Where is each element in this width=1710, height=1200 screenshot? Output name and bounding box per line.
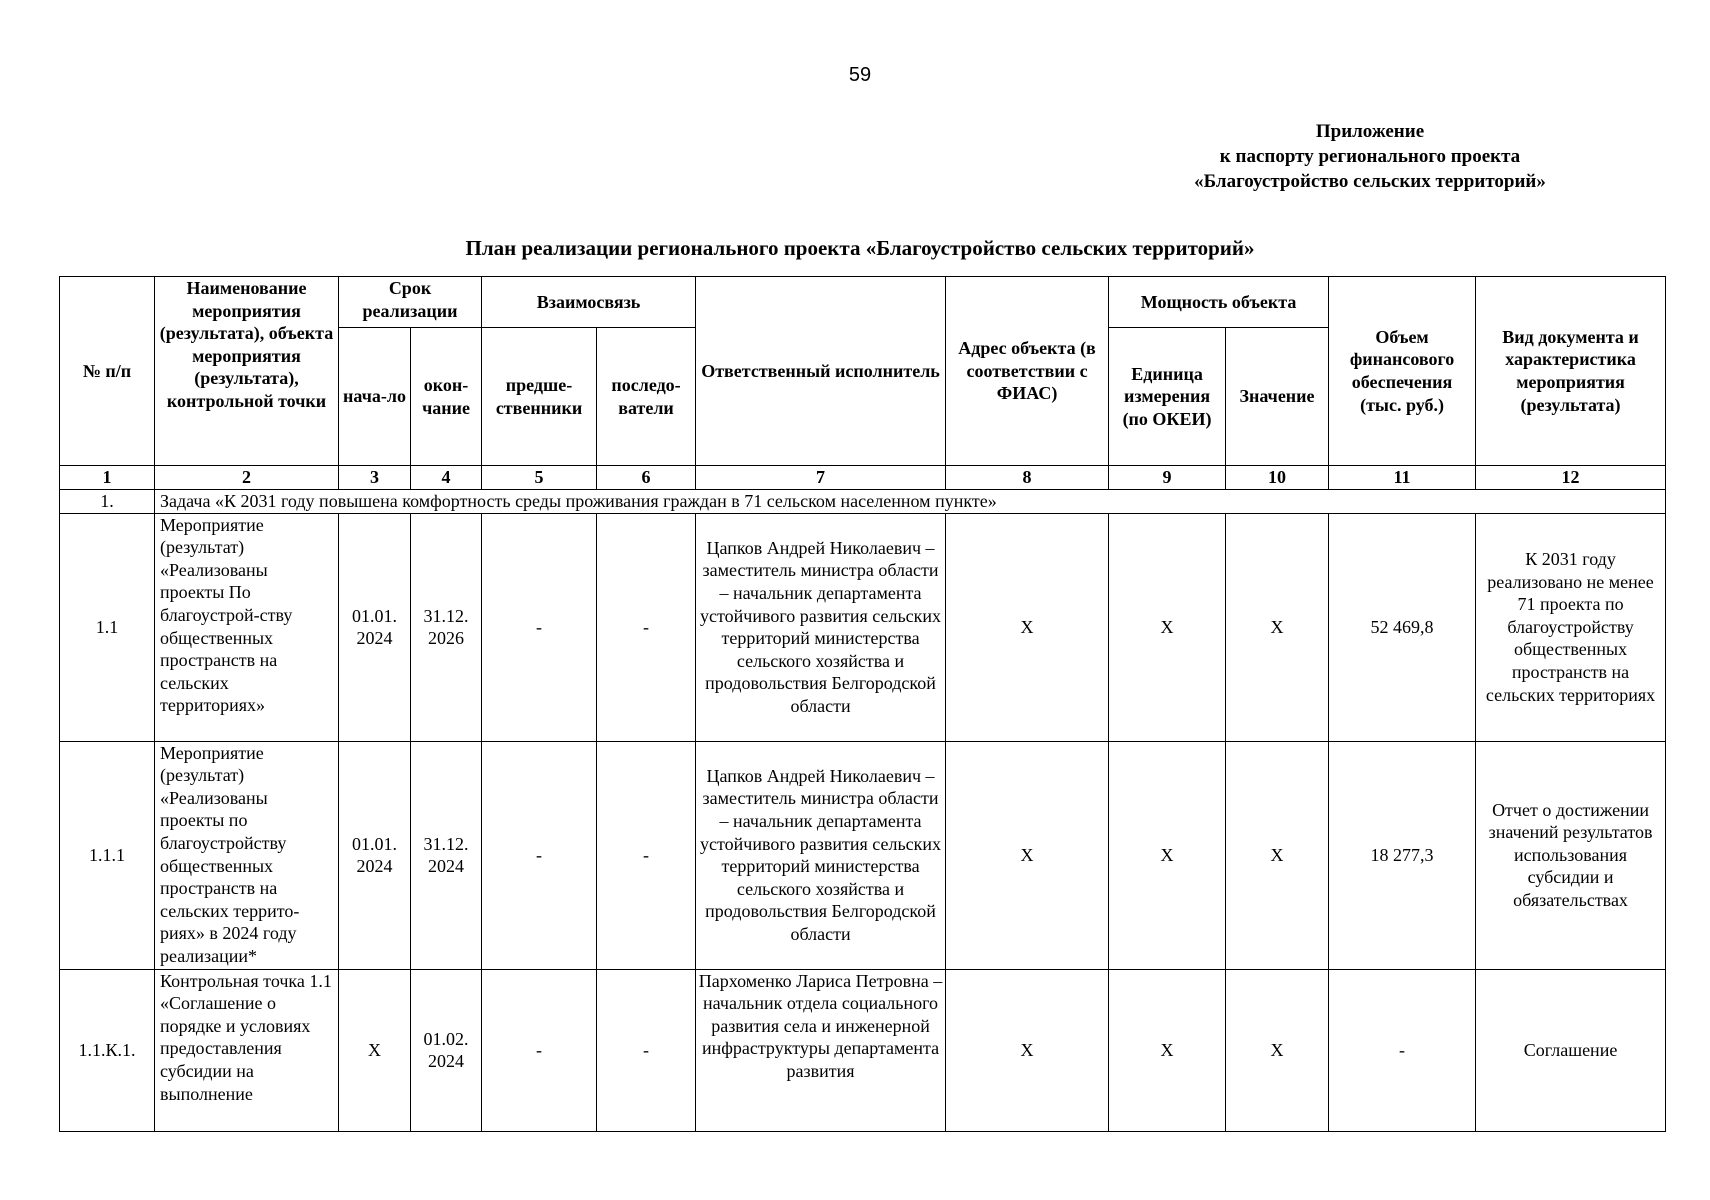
header-capacity: Мощность объекта [1109, 277, 1329, 328]
header-value: Значение [1226, 328, 1329, 466]
row-name: Мероприятие (результат) «Реализованы проекты По благоустрой-ству общественных пространств на сельских территориях» [155, 513, 339, 741]
page-number: 59 [848, 64, 872, 86]
row-address: X [946, 513, 1109, 741]
column-number: 10 [1226, 466, 1329, 490]
column-number-row [60, 466, 1666, 490]
row-value: X [1226, 513, 1329, 741]
header-successors: последо-ватели [597, 328, 696, 466]
row-predecessors: - [482, 513, 597, 741]
column-number: 7 [696, 466, 946, 490]
row-executor: Цапков Андрей Николаевич – заместитель министра области – начальник департамента устойчивого развития сельских территорий министерства сельского хозяйства и продовольствия Белгородской области [696, 513, 946, 741]
header-name: Наименование мероприятия (результата), объекта мероприятия (результата), контрольной точки [155, 277, 339, 466]
header-num: № п/п [60, 277, 155, 466]
appendix-line-3: «Благоустройство сельских территорий» [1194, 171, 1546, 192]
row-predecessors: - [482, 969, 597, 1131]
task-text: Задача «К 2031 году повышена комфортность среды проживания граждан в 71 сельском населенном пункте» [155, 490, 1666, 514]
row-doc-type: Соглашение [1476, 969, 1666, 1131]
task-num: 1. [60, 490, 155, 514]
header-finance: Объем финансового обеспечения (тыс. руб.) [1329, 277, 1476, 466]
column-number: 3 [339, 466, 411, 490]
row-executor: Цапков Андрей Николаевич – заместитель министра области – начальник департамента устойчивого развития сельских территорий министерства сельского хозяйства и продовольствия Белгородской области [696, 741, 946, 969]
column-number: 11 [1329, 466, 1476, 490]
column-number: 2 [155, 466, 339, 490]
row-unit: X [1109, 969, 1226, 1131]
row-successors: - [597, 513, 696, 741]
table-row [60, 969, 1666, 1131]
row-address: X [946, 969, 1109, 1131]
plan-title: План реализации регионального проекта «Благоустройство сельских территорий» [465, 236, 1255, 260]
row-successors: - [597, 969, 696, 1131]
column-number: 9 [1109, 466, 1226, 490]
row-end: 31.12. 2026 [411, 513, 482, 741]
row-doc-type: К 2031 году реализовано не менее 71 проекта по благоустройству общественных пространств на сельских территориях [1476, 513, 1666, 741]
row-num: 1.1 [60, 513, 155, 741]
task-row [60, 490, 1666, 514]
row-finance: - [1329, 969, 1476, 1131]
column-number: 4 [411, 466, 482, 490]
appendix-line-1: Приложение [1315, 121, 1425, 142]
row-doc-type: Отчет о достижении значений результатов использования субсидии и обязательствах [1476, 741, 1666, 969]
row-unit: X [1109, 513, 1226, 741]
appendix-line-2: к паспорту регионального проекта [1219, 146, 1521, 167]
column-number: 6 [597, 466, 696, 490]
column-number: 5 [482, 466, 597, 490]
row-num: 1.1.1 [60, 741, 155, 969]
table-row [60, 513, 1666, 741]
header-end: окон-чание [411, 328, 482, 466]
row-name: Мероприятие (результат) «Реализованы проекты по благоустройству общественных пространств на сельских террито-риях» в 2024 году реализации* [155, 741, 339, 969]
row-address: X [946, 741, 1109, 969]
row-value: X [1226, 969, 1329, 1131]
header-unit: Единица измерения (по ОКЕИ) [1109, 328, 1226, 466]
header-executor: Ответственный исполнитель [696, 277, 946, 466]
appendix-header [1100, 119, 1640, 194]
row-unit: X [1109, 741, 1226, 969]
row-finance: 52 469,8 [1329, 513, 1476, 741]
row-start: 01.01. 2024 [339, 513, 411, 741]
row-start: X [339, 969, 411, 1131]
header-start: нача-ло [339, 328, 411, 466]
column-number: 8 [946, 466, 1109, 490]
row-end: 31.12. 2024 [411, 741, 482, 969]
row-executor: Пархоменко Лариса Петровна – начальник отдела социального развития села и инженерной инфраструктуры департамента развития [696, 969, 946, 1131]
header-address: Адрес объекта (в соответствии с ФИАС) [946, 277, 1109, 466]
row-finance: 18 277,3 [1329, 741, 1476, 969]
row-predecessors: - [482, 741, 597, 969]
row-name: Контрольная точка 1.1 «Соглашение о порядке и условиях предоставления субсидии на выполнение [155, 969, 339, 1131]
row-start: 01.01. 2024 [339, 741, 411, 969]
row-num: 1.1.К.1. [60, 969, 155, 1131]
column-number: 1 [60, 466, 155, 490]
plan-table [59, 276, 1666, 1132]
header-term: Срок реализации [339, 277, 482, 328]
header-relation: Взаимосвязь [482, 277, 696, 328]
column-number: 12 [1476, 466, 1666, 490]
header-predecessors: предше-ственники [482, 328, 597, 466]
table-row [60, 741, 1666, 969]
row-value: X [1226, 741, 1329, 969]
header-doc-type: Вид документа и характеристика мероприятия (результата) [1476, 277, 1666, 466]
row-end: 01.02. 2024 [411, 969, 482, 1131]
row-successors: - [597, 741, 696, 969]
